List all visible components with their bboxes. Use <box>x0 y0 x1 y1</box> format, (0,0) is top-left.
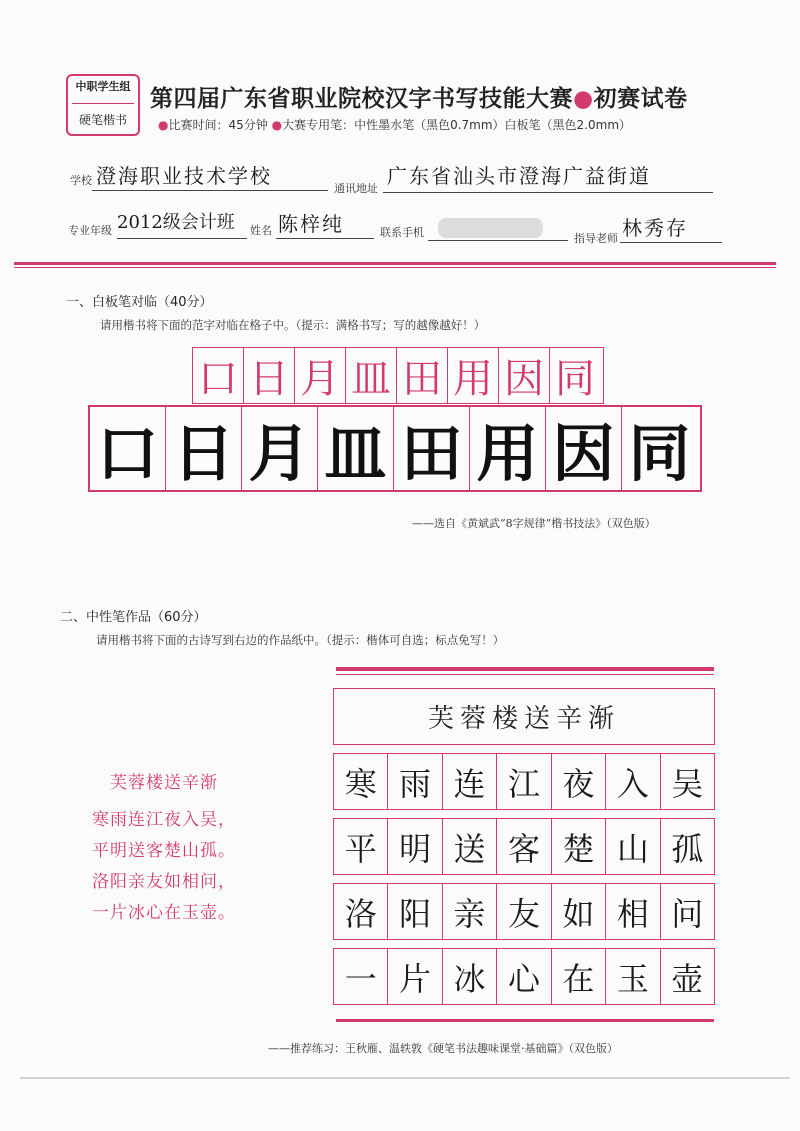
address-value: 广东省汕头市澄海广益街道 <box>387 164 651 188</box>
paper-char-cell: 问 <box>671 894 704 933</box>
recommend-note: ——推荐练习：王秋雁、温轶敦《硬笔书法趣味课堂·基础篇》（双色版） <box>268 1042 618 1055</box>
title-main: 第四届广东省职业院校汉字书写技能大赛 <box>150 86 573 112</box>
paper-char-cell: 如 <box>552 884 606 939</box>
section1-source: ——选自《黄斌武“8字规律”楷书技法》（双色版） <box>412 517 656 530</box>
paper-char-cell: 一 <box>334 949 388 1004</box>
paper-char-cell: 片 <box>388 949 442 1004</box>
paper-char-cell: 心 <box>497 949 551 1004</box>
title-suffix: 初赛试卷 <box>593 86 688 112</box>
header-divider <box>14 262 776 265</box>
copied-char-cell: 用 <box>470 407 546 490</box>
major-value: 2012级会计班 <box>117 212 235 233</box>
paper-char-cell: 楚 <box>552 819 606 874</box>
paper-char-cell: 江 <box>497 754 551 809</box>
copied-char-cell: 因 <box>546 407 622 490</box>
paper-char-cell: 在 <box>552 949 606 1004</box>
copied-char-cell: 田 <box>394 407 470 490</box>
copied-char-cell: 皿 <box>318 407 394 490</box>
paper-char-cell: 阳 <box>388 884 442 939</box>
section1-instruction: 请用楷书将下面的范字对临在格子中。（提示：满格书写；写的越像越好！） <box>100 318 486 332</box>
paper-char-cell: 寒 <box>334 754 388 809</box>
paper-char-cell: 连 <box>443 754 497 809</box>
copy-character-grid[interactable] <box>88 405 702 492</box>
teacher-label: 指导老师 <box>574 232 618 245</box>
paper-char-cell: 玉 <box>606 949 660 1004</box>
badge-group-label: 中职学生组 <box>75 80 131 93</box>
model-char-cell: 口 <box>193 348 244 403</box>
paper-char-cell: 送 <box>443 819 497 874</box>
paper-char-cell: 友 <box>497 884 551 939</box>
phone-field[interactable] <box>428 212 568 241</box>
paper-char-cell: 壶 <box>671 959 704 998</box>
model-character-grid <box>192 347 604 404</box>
school-field[interactable] <box>92 160 328 191</box>
poem-source <box>92 768 236 929</box>
poem-line: 平明送客楚山孤。 <box>92 841 236 861</box>
paper-top-border <box>336 667 714 671</box>
page-bottom-line <box>20 1077 790 1079</box>
header-divider-thin <box>14 267 776 268</box>
model-char-cell: 日 <box>244 348 295 403</box>
paper-char-cell: 吴 <box>671 764 704 803</box>
paper-char-cell: 亲 <box>443 884 497 939</box>
model-char-cell: 用 <box>448 348 499 403</box>
page-title <box>150 80 688 113</box>
paper-bottom-border <box>336 1019 714 1022</box>
paper-char-cell: 明 <box>388 819 442 874</box>
badge-divider <box>72 103 134 104</box>
section2-instruction: 请用楷书将下面的古诗写到右边的作品纸中。（提示：楷体可自选；标点免写！） <box>96 633 505 647</box>
model-char-cell: 因 <box>499 348 550 403</box>
poem-title: 芙蓉楼送辛渐 <box>110 773 218 793</box>
model-char-cell: 皿 <box>346 348 397 403</box>
phone-label: 联系手机 <box>380 226 424 239</box>
name-label: 姓名 <box>250 224 272 237</box>
title-dot: ● <box>573 86 594 112</box>
paper-row[interactable] <box>333 883 715 940</box>
model-char-cell: 田 <box>397 348 448 403</box>
paper-char-cell: 雨 <box>388 754 442 809</box>
paper-char-cell: 孤 <box>671 829 704 868</box>
paper-row[interactable] <box>333 948 715 1005</box>
section1-heading: 一、白板笔对临（40分） <box>66 295 213 310</box>
bullet-dot: ● <box>271 118 283 132</box>
address-label: 通讯地址 <box>334 182 378 195</box>
address-field[interactable] <box>383 160 713 193</box>
poem-line: 洛阳亲友如相问， <box>92 872 236 892</box>
paper-top-border-thin <box>336 674 714 675</box>
exam-info <box>158 116 631 133</box>
paper-row[interactable] <box>333 818 715 875</box>
school-label: 学校 <box>70 174 92 187</box>
bullet-dot: ● <box>158 118 169 132</box>
paper-char-cell: 入 <box>606 754 660 809</box>
paper-char-cell: 夜 <box>552 754 606 809</box>
badge-category-label: 硬笔楷书 <box>78 113 127 127</box>
exam-time: 比赛时间：45分钟 <box>168 118 268 132</box>
group-badge <box>66 74 140 136</box>
copied-char-cell: 口 <box>90 407 166 490</box>
model-char-cell: 同 <box>555 356 595 402</box>
major-label: 专业年级 <box>68 224 112 237</box>
poem-line: 寒雨连江夜入吴， <box>92 810 236 830</box>
major-field[interactable] <box>117 208 247 239</box>
paper-title: 芙蓉楼送辛渐 <box>333 688 715 745</box>
paper-char-cell: 平 <box>334 819 388 874</box>
paper-row[interactable] <box>333 753 715 810</box>
name-value: 陈梓纯 <box>278 212 344 236</box>
section2-heading: 二、中性笔作品（60分） <box>60 610 207 625</box>
copied-char-cell: 日 <box>166 407 242 490</box>
exam-pen: 大赛专用笔：中性墨水笔（黑色0.7mm）白板笔（黑色2.0mm） <box>282 118 632 132</box>
model-char-cell: 月 <box>295 348 346 403</box>
paper-char-cell: 冰 <box>443 949 497 1004</box>
paper-char-cell: 山 <box>606 819 660 874</box>
phone-redaction <box>438 218 543 238</box>
poem-line: 一片冰心在玉壶。 <box>92 903 236 923</box>
copied-char-cell: 同 <box>628 417 691 490</box>
paper-char-cell: 客 <box>497 819 551 874</box>
teacher-value: 林秀存 <box>622 216 688 240</box>
paper-char-cell: 相 <box>606 884 660 939</box>
school-value: 澄海职业技术学校 <box>96 164 272 188</box>
copied-char-cell: 月 <box>242 407 318 490</box>
paper-char-cell: 洛 <box>334 884 388 939</box>
teacher-field[interactable] <box>620 212 722 243</box>
name-field[interactable] <box>276 208 374 239</box>
